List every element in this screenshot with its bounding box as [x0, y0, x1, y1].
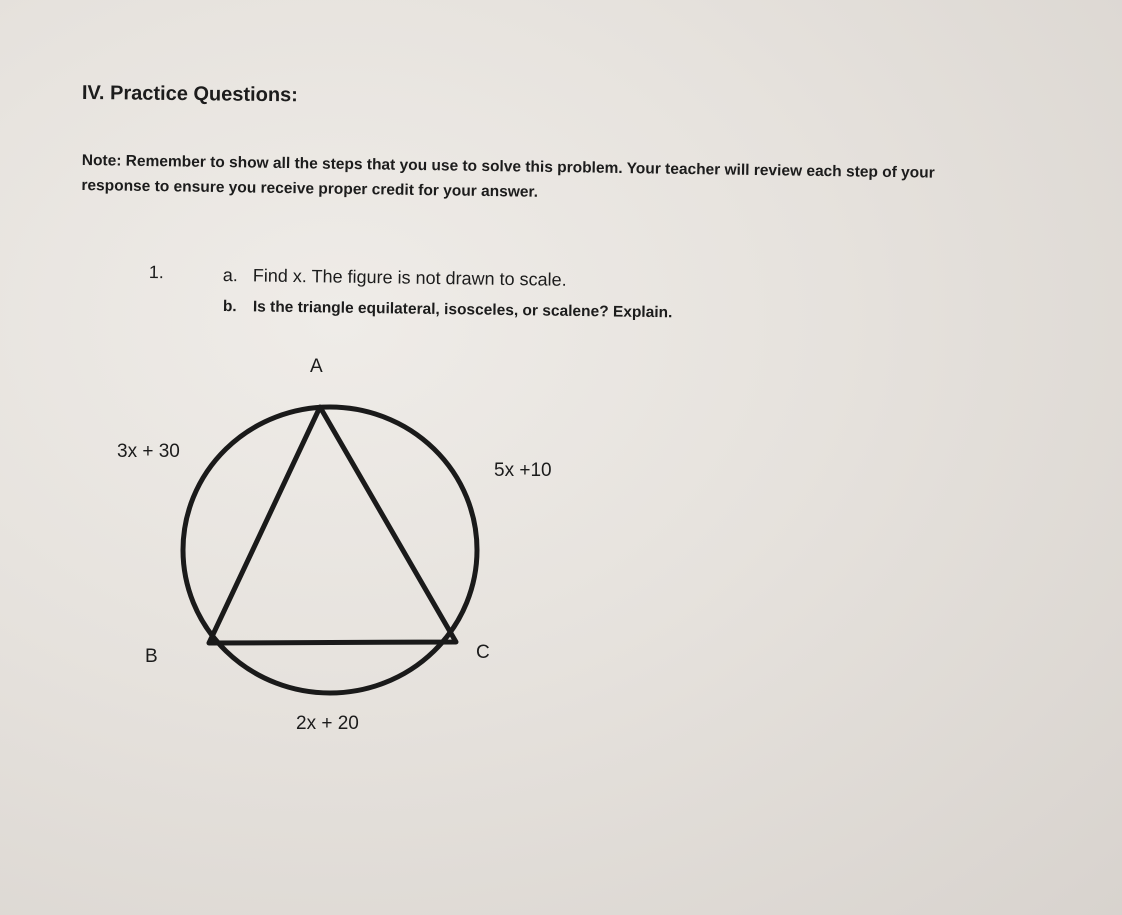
inscribed-triangle [209, 407, 456, 643]
arc-label-bc: 2x + 20 [296, 713, 359, 734]
part-a-text: Find x. The figure is not drawn to scale. [252, 265, 567, 290]
part-a-letter: a. [222, 265, 239, 286]
note-line-2: response to ensure you receive proper credit for your answer. [81, 176, 539, 201]
note-line-1: Note: Remember to show all the steps that you use to solve this problem. Your teacher will review each step of your [81, 151, 935, 182]
vertex-label-c: C [476, 642, 490, 663]
vertex-label-a: A [310, 356, 323, 377]
circumscribed-circle [183, 407, 477, 693]
part-b-text: Is the triangle equilateral, isosceles, or scalene? Explain. [252, 298, 673, 322]
section-title: IV. Practice Questions: [81, 82, 299, 107]
arc-label-ab: 3x + 30 [117, 441, 180, 462]
part-b-letter: b. [222, 298, 237, 316]
question-number: 1. [148, 262, 165, 283]
arc-label-ac: 5x +10 [494, 460, 552, 481]
vertex-label-b: B [145, 646, 158, 667]
